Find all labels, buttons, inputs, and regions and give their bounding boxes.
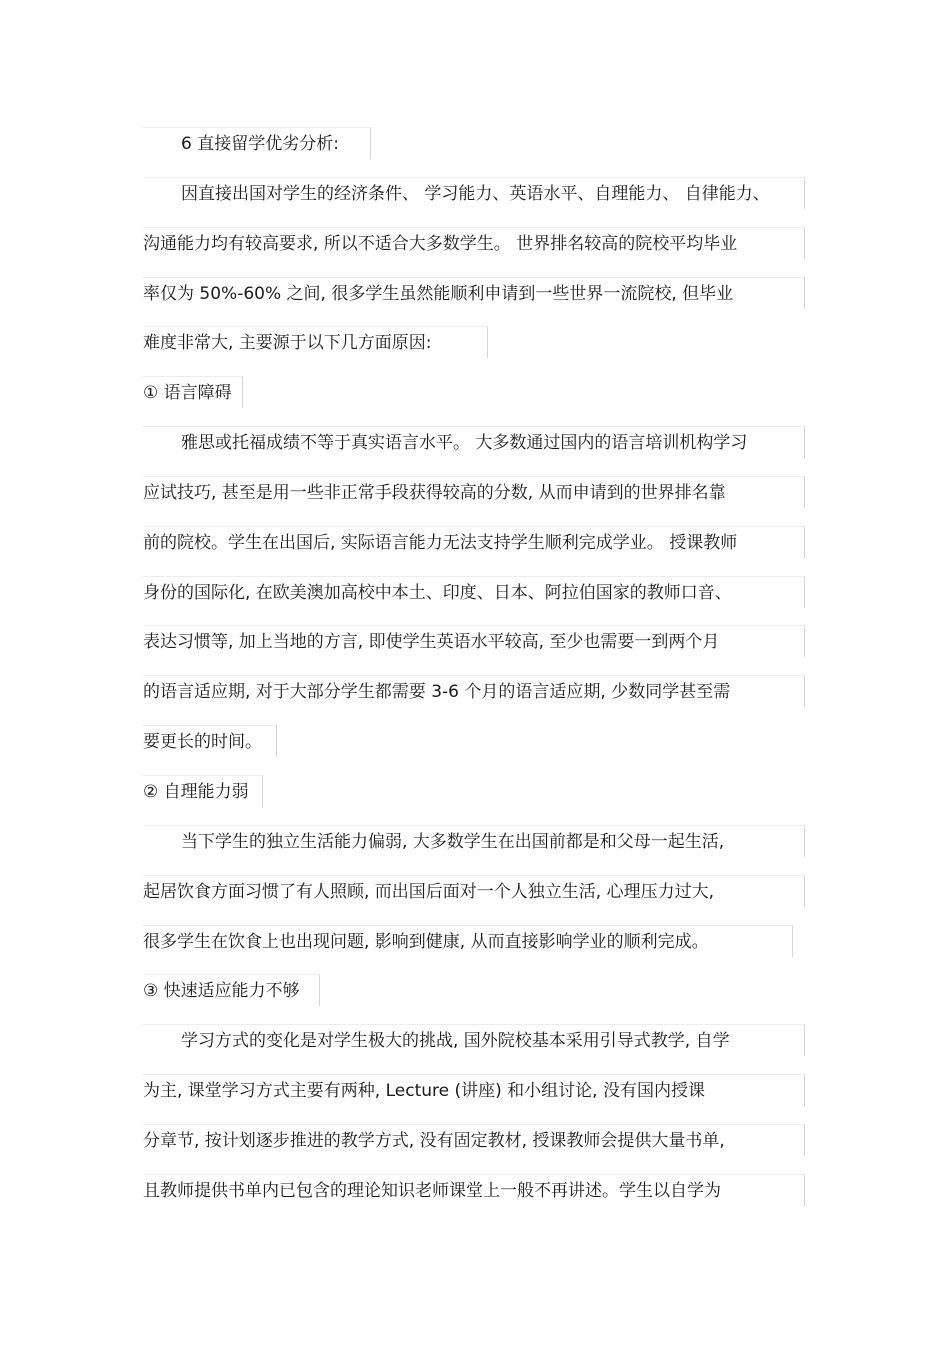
intro-line-2: 沟通能力均有较高要求, 所以不适合大多数学生。 世界排名较高的院校平均毕业 [143, 227, 805, 259]
section1-line-1: 雅思或托福成绩不等于真实语言水平。 大多数通过国内的语言培训机构学习 [143, 426, 805, 458]
section3-line-1: 学习方式的变化是对学生极大的挑战, 国外院校基本采用引导式教学, 自学 [143, 1024, 805, 1056]
section3-title: ③ 快速适应能力不够 [143, 974, 320, 1006]
section1-title: ① 语言障碍 [143, 376, 243, 408]
section2-line-2: 起居饮食方面习惯了有人照顾, 而出国后面对一个人独立生活, 心理压力过大, [143, 875, 805, 907]
section1-line-2: 应试技巧, 甚至是用一些非正常手段获得较高的分数, 从而申请到的世界排名靠 [143, 476, 805, 508]
intro-line-3: 率仅为 50%-60% 之间, 很多学生虽然能顺利申请到一些世界一流院校, 但毕业 [143, 277, 805, 309]
intro-line-1: 因直接出国对学生的经济条件、 学习能力、英语水平、自理能力、 自律能力、 [143, 177, 805, 209]
section2-title: ② 自理能力弱 [143, 775, 263, 807]
section1-line-5: 表达习惯等, 加上当地的方言, 即使学生英语水平较高, 至少也需要一到两个月 [143, 625, 805, 657]
section1-line-3: 前的院校。学生在出国后, 实际语言能力无法支持学生顺利完成学业。 授课教师 [143, 526, 805, 558]
section1-line-7: 要更长的时间。 [143, 725, 277, 757]
section3-line-2: 为主, 课堂学习方式主要有两种, Lecture (讲座) 和小组讨论, 没有国内授课 [143, 1074, 805, 1106]
section1-line-6: 的语言适应期, 对于大部分学生都需要 3-6 个月的语言适应期, 少数同学甚至需 [143, 675, 805, 707]
section2-line-1: 当下学生的独立生活能力偏弱, 大多数学生在出国前都是和父母一起生活, [143, 825, 805, 857]
section1-line-4: 身份的国际化, 在欧美澳加高校中本土、印度、日本、阿拉伯国家的教师口音、 [143, 576, 805, 608]
section2-line-3: 很多学生在饮食上也出现问题, 影响到健康, 从而直接影响学业的顺利完成。 [143, 925, 793, 957]
section-heading: 6 直接留学优劣分析: [143, 127, 371, 159]
intro-line-4: 难度非常大, 主要源于以下几方面原因: [143, 326, 488, 358]
section3-line-4: 且教师提供书单内已包含的理论知识老师课堂上一般不再讲述。学生以自学为 [143, 1174, 805, 1206]
section3-line-3: 分章节, 按计划逐步推进的教学方式, 没有固定教材, 授课教师会提供大量书单, [143, 1124, 805, 1156]
